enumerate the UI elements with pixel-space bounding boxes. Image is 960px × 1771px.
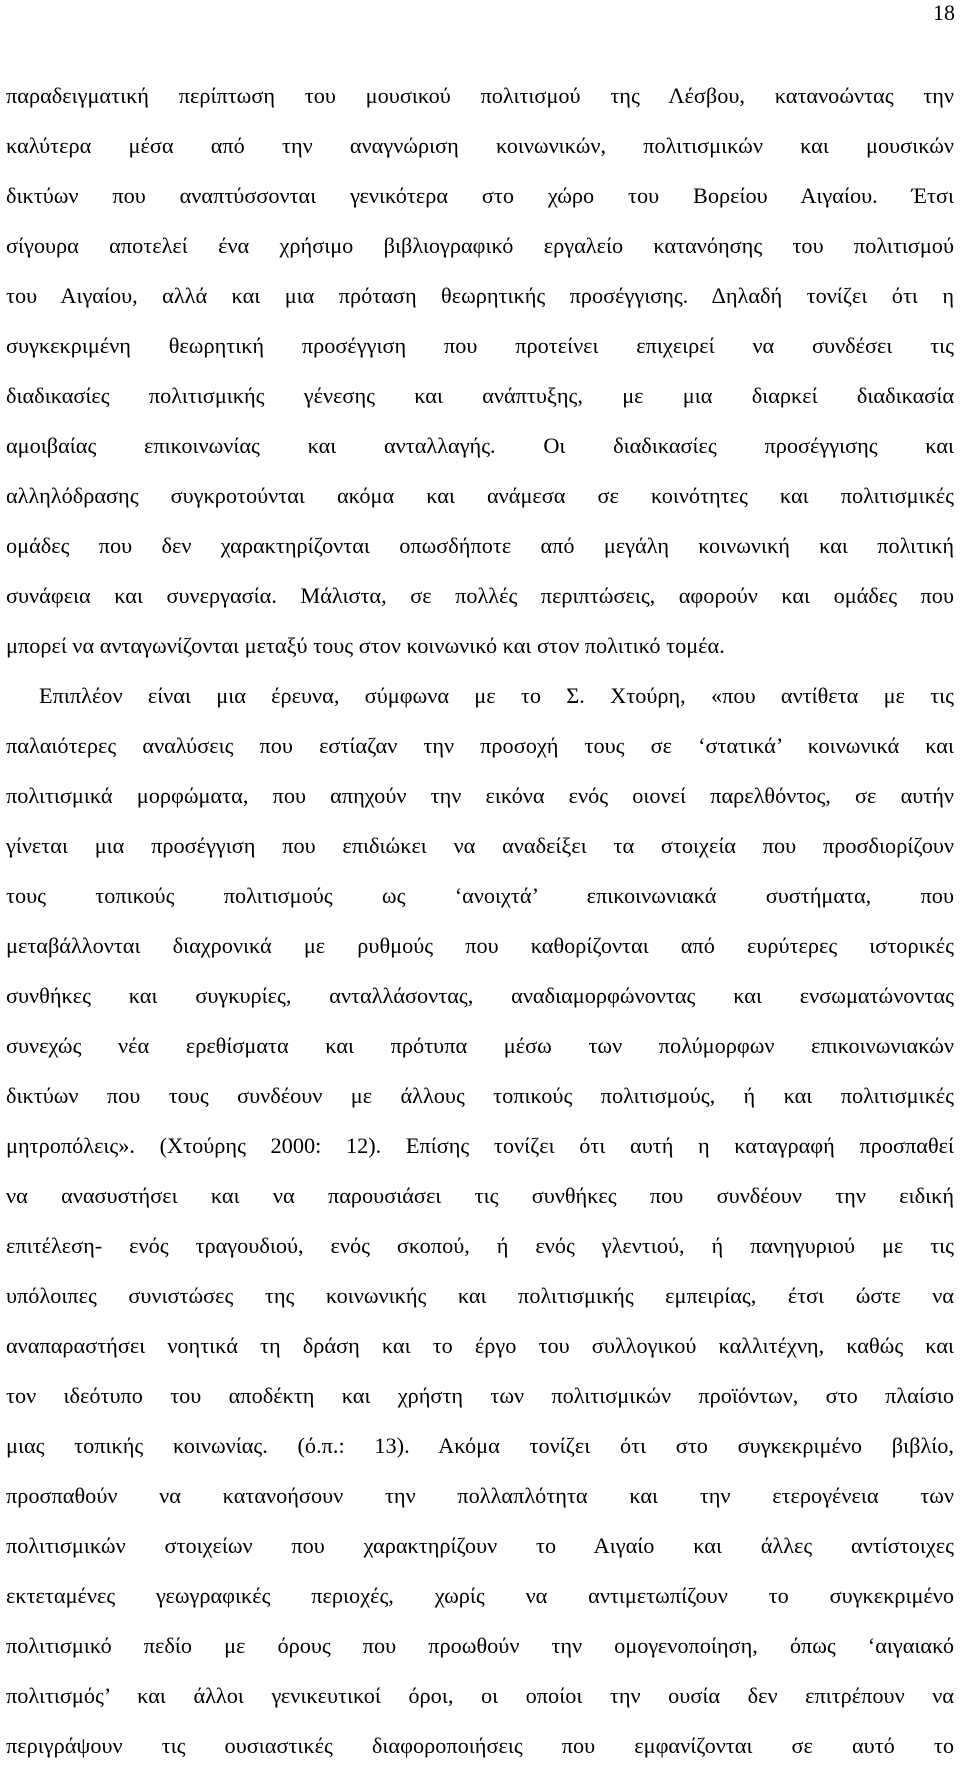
text-line: συνεχώς νέα ερεθίσματα και πρότυπα μέσω των πολύμορφων επικοινωνιακών <box>6 1033 954 1058</box>
text-line: πολιτισμικά μορφώματα, που απηχούν την εικόνα ενός οιονεί παρελθόντος, σε αυτήν <box>6 783 954 808</box>
text-line: Επιπλέον είναι μια έρευνα, σύμφωνα με το Σ. Χτούρη, «που αντίθετα με τις <box>39 683 954 708</box>
text-line: να ανασυστήσει και να παρουσιάσει τις συνθήκες που συνδέουν την ειδική <box>6 1183 954 1208</box>
text-line: μπορεί να ανταγωνίζονται μεταξύ τους στον κοινωνικό και στον πολιτικό τομέα. <box>6 633 725 658</box>
text-line: επιτέλεση- ενός τραγουδιού, ενός σκοπού, ή ενός γλεντιού, ή πανηγυριού με τις <box>6 1233 954 1258</box>
text-line: μεταβάλλονται διαχρονικά με ρυθμούς που καθορίζονται από ευρύτερες ιστορικές <box>6 933 954 958</box>
text-line: του Αιγαίου, αλλά και μια πρόταση θεωρητικής προσέγγισης. Δηλαδή τονίζει ότι η <box>6 283 954 308</box>
text-line: περιγράψουν τις ουσιαστικές διαφοροποιήσεις που εμφανίζονται σε αυτό το <box>6 1733 954 1758</box>
text-line: πολιτισμός’ και άλλοι γενικευτικοί όροι, οι οποίοι την ουσία δεν επιτρέπουν να <box>6 1683 954 1708</box>
text-line: παραδειγματική περίπτωση του μουσικού πολιτισμού της Λέσβου, κατανοώντας την <box>6 83 954 108</box>
text-line: τον ιδεότυπο του αποδέκτη και χρήστη των πολιτισμικών προϊόντων, στο πλαίσιο <box>6 1383 954 1408</box>
text-line: υπόλοιπες συνιστώσες της κοινωνικής και πολιτισμικής εμπειρίας, έτσι ώστε να <box>6 1283 954 1308</box>
text-line: αλληλόδρασης συγκροτούνται ακόμα και ανάμεσα σε κοινότητες και πολιτισμικές <box>6 483 954 508</box>
text-line: τους τοπικούς πολιτισμούς ως ‘ανοιχτά’ επικοινωνιακά συστήματα, που <box>6 883 954 908</box>
text-line: γίνεται μια προσέγγιση που επιδιώκει να αναδείξει τα στοιχεία που προσδιορίζουν <box>6 833 954 858</box>
text-line: δικτύων που αναπτύσσονται γενικότερα στο χώρο του Βορείου Αιγαίου. Έτσι <box>6 183 954 208</box>
text-line: πολιτισμικών στοιχείων που χαρακτηρίζουν το Αιγαίο και άλλες αντίστοιχες <box>6 1533 954 1558</box>
text-line: μιας τοπικής κοινωνίας. (ό.π.: 13). Ακόμα τονίζει ότι στο συγκεκριμένο βιβλίο, <box>6 1433 954 1458</box>
text-line: προσπαθούν να κατανοήσουν την πολλαπλότητα και την ετερογένεια των <box>6 1483 954 1508</box>
text-line: συγκεκριμένη θεωρητική προσέγγιση που προτείνει επιχειρεί να συνδέσει τις <box>6 333 954 358</box>
text-line: συνάφεια και συνεργασία. Μάλιστα, σε πολλές περιπτώσεις, αφορούν και ομάδες που <box>6 583 954 608</box>
text-line: ομάδες που δεν χαρακτηρίζονται οπωσδήποτε από μεγάλη κοινωνική και πολιτική <box>6 533 954 558</box>
text-line: εκτεταμένες γεωγραφικές περιοχές, χωρίς να αντιμετωπίζουν το συγκεκριμένο <box>6 1583 954 1608</box>
text-line: αναπαραστήσει νοητικά τη δράση και το έργο του συλλογικού καλλιτέχνη, καθώς και <box>6 1333 954 1358</box>
text-line: καλύτερα μέσα από την αναγνώριση κοινωνικών, πολιτισμικών και μουσικών <box>6 133 954 158</box>
page-number: 18 <box>933 0 955 25</box>
text-line: δικτύων που τους συνδέουν με άλλους τοπικούς πολιτισμούς, ή και πολιτισμικές <box>6 1083 954 1108</box>
text-line: πολιτισμικό πεδίο με όρους που προωθούν την ομογενοποίηση, όπως ‘αιγαιακό <box>6 1633 954 1658</box>
text-line: συνθήκες και συγκυρίες, ανταλλάσοντας, αναδιαμορφώνοντας και ενσωματώνοντας <box>6 983 954 1008</box>
text-line: σίγουρα αποτελεί ένα χρήσιμο βιβλιογραφικό εργαλείο κατανόησης του πολιτισμού <box>6 233 954 258</box>
text-line: διαδικασίες πολιτισμικής γένεσης και ανάπτυξης, με μια διαρκεί διαδικασία <box>6 383 954 408</box>
text-line: μητροπόλεις». (Χτούρης 2000: 12). Επίσης τονίζει ότι αυτή η καταγραφή προσπαθεί <box>6 1133 954 1158</box>
body-text <box>6 71 954 1771</box>
text-line: αμοιβαίας επικοινωνίας και ανταλλαγής. Οι διαδικασίες προσέγγισης και <box>6 433 954 458</box>
text-line: παλαιότερες αναλύσεις που εστίαζαν την προσοχή τους σε ‘στατικά’ κοινωνικά και <box>6 733 954 758</box>
